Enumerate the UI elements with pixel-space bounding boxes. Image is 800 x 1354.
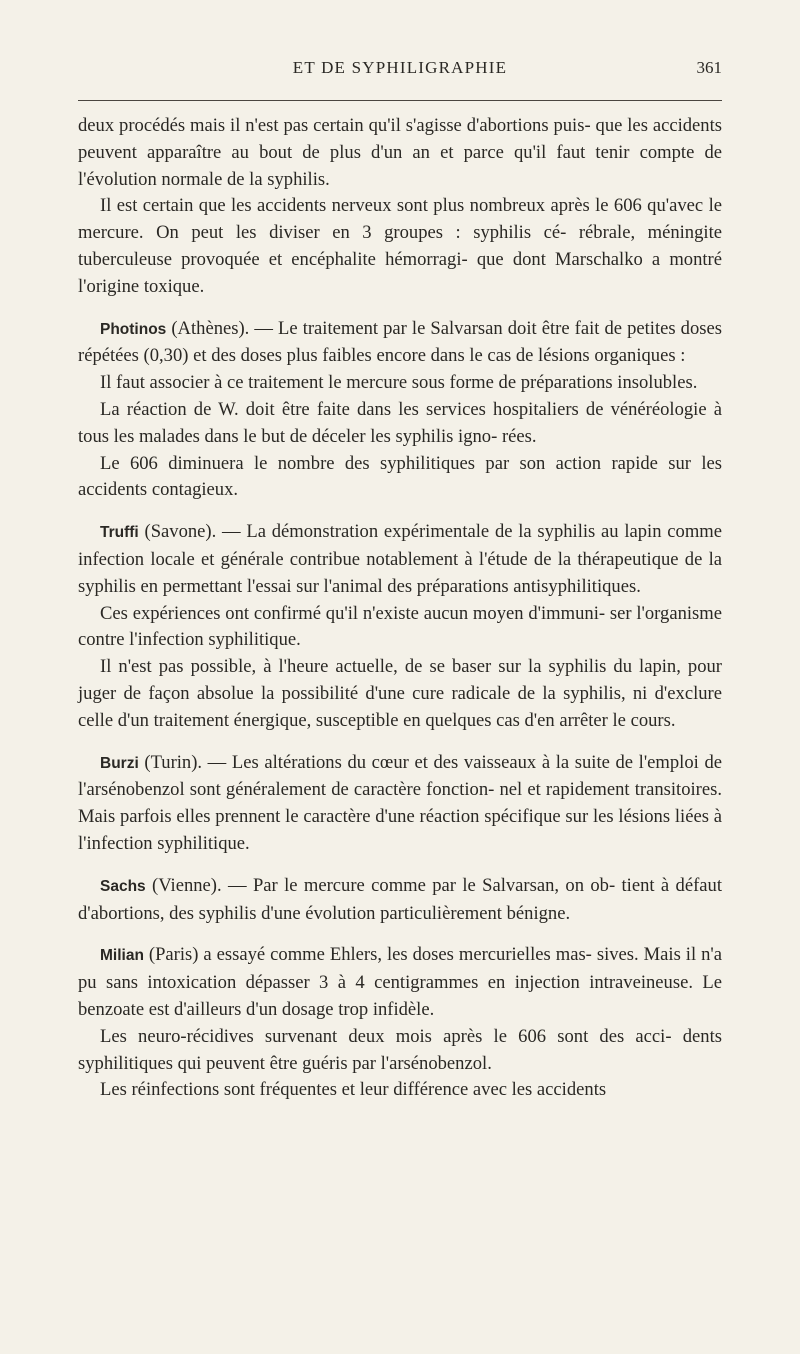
paragraph: [78, 750, 722, 858]
paragraph: [78, 654, 722, 734]
page-header: [78, 58, 722, 86]
paragraph-text: Les réinfections sont fréquentes et leur différence avec les accidents: [100, 1079, 607, 1101]
author-name: Milian: [100, 947, 144, 965]
author-name: Truffi: [100, 524, 139, 542]
paragraph: [78, 1077, 722, 1104]
paragraph-text: Ces expériences ont confirmé qu'il n'existe aucun moyen d'immuni- ser l'organisme contre l'infection syphilitique.: [78, 602, 722, 651]
paragraph-text: (Vienne). — Par le mercure comme par le Salvarsan, on ob- tient à défaut d'abortions, des syphilis d'une évolution particulièrement bénigne.: [78, 874, 722, 924]
page-number: 361: [696, 58, 722, 77]
author-name: Sachs: [100, 877, 146, 895]
paragraph-text: Les neuro-récidives survenant deux mois après le 606 sont des acci- dents syphilitiques qui peuvent être guéris par l'arsénobenzol.: [78, 1025, 722, 1074]
paragraph: [78, 397, 722, 451]
paragraph: [78, 601, 722, 655]
paragraph-text: La réaction de W. doit être faite dans les services hospitaliers de vénéréologie à tous les malades dans le but de déceler les syphilis igno- rées.: [78, 398, 722, 447]
paragraph: [78, 451, 722, 505]
paragraph: [78, 370, 722, 397]
header-rule: [78, 100, 722, 101]
author-name: Photinos: [100, 320, 167, 338]
paragraph-text: deux procédés mais il n'est pas certain qu'il s'agisse d'abortions puis- que les accidents peuvent apparaître au bout de plus d'un an et parce qu'il faut tenir compte de l'évolution normale de la syphilis.: [78, 115, 722, 190]
paragraph: [78, 1024, 722, 1078]
paragraph: [78, 873, 722, 928]
text-body: [78, 113, 722, 1104]
paragraph: [78, 519, 722, 600]
running-title: ET DE SYPHILIGRAPHIE: [292, 58, 508, 77]
paragraph: [78, 193, 722, 300]
paragraph-text: Il n'est pas possible, à l'heure actuelle, de se baser sur la syphilis du lapin, pour juger de façon absolue la possibilité d'une cure radicale de la syphilis, ni d'exclure celle d'un traitement énergique, susceptible en quelques cas d'en arrêter le cours.: [78, 656, 722, 731]
paragraph: [78, 942, 722, 1023]
paragraph: [78, 316, 722, 371]
paragraph-text: (Savone). — La démonstration expérimentale de la syphilis au lapin comme infection locale et générale contribue notablement à l'étude de la thérapeutique de la syphilis en permettant l'essai sur l'animal des préparations antisyphilitiques.: [78, 521, 722, 597]
paragraph-text: (Turin). — Les altérations du cœur et des vaisseaux à la suite de l'emploi de l'arsénobenzol sont généralement de caractère fonction- nel et rapidement transitoires. Mais parfois elles prennent le caractère d'une réaction spécifique sur les lésions liées à l'infection syphilitique.: [78, 751, 722, 854]
paragraph-text: (Athènes). — Le traitement par le Salvarsan doit être fait de petites doses répétées (0,30) et des doses plus faibles encore dans le cas de lésions organiques :: [78, 317, 722, 367]
paragraph-text: Le 606 diminuera le nombre des syphilitiques par son action rapide sur les accidents contagieux.: [78, 452, 722, 501]
paragraph-text: Il est certain que les accidents nerveux sont plus nombreux après le 606 qu'avec le mercure. On peut les diviser en 3 groupes : syphilis cé- rébrale, méningite tuberculeuse provoquée et encéphalite hémorragi- que dont Marschalko a montré l'origine toxique.: [78, 195, 722, 297]
author-name: Burzi: [100, 754, 139, 772]
paragraph-text: Il faut associer à ce traitement le mercure sous forme de préparations insolubles.: [100, 372, 698, 394]
paragraph: [78, 113, 722, 193]
paragraph-text: (Paris) a essayé comme Ehlers, les doses mercurielles mas- sives. Mais il n'a pu sans intoxication dépasser 3 à 4 centigrammes en injection intraveineuse. Le benzoate est d'ailleurs d'un dosage trop infidèle.: [78, 944, 722, 1020]
